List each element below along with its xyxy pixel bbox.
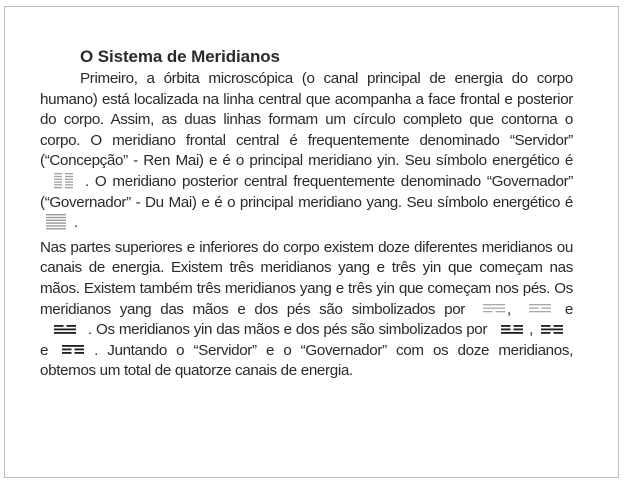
paragraph-text: . (74, 214, 78, 232)
yang-hexagram-icon (46, 214, 66, 230)
yin-trigram-1-icon (501, 325, 523, 334)
separator-comma: , (507, 300, 511, 318)
yin-trigram-3-icon (62, 345, 84, 354)
yang-hand-trigram-1-icon (483, 304, 505, 313)
separator-and: e (40, 341, 49, 359)
separator-comma: , (529, 321, 533, 339)
paragraph-text: Nas partes superiores e inferiores do corpo existem doze diferentes meridianos ou canais de energia. Existem três meridianos yang e três yin que começam nas mãos. Existem também três meridianos yang e três yin que começam nos pés. Os meridianos yang das mãos e dos pés são simbolizados por (40, 238, 573, 318)
paragraph-orbit (40, 69, 573, 234)
yang-foot-trigram-icon (54, 325, 76, 334)
paragraph-twelve-meridians (40, 238, 573, 382)
separator-and: e (564, 300, 573, 318)
paragraph-text: Primeiro, a órbita microscópica (o canal principal de energia do corpo humano) está localizada na linha central que acompanha a face frontal e posterior do corpo. Assim, as duas linhas formam um círculo completo que contorna o corpo. O meridiano frontal central é frequentemente denominado “Servidor” (“Concepção” - Ren Mai) e é o principal meridiano yin. Seu símbolo energético é (40, 70, 573, 170)
yin-hexagram-icon (54, 173, 73, 189)
paragraph-text: . Juntando o “Servidor” e o “Governador” com os doze meridianos, obtemos um total de quatorze canais de energia. (40, 341, 573, 380)
paragraph-text: . O meridiano posterior central frequentemente denominado “Governador” (“Governador” - Du Mai) e é o principal meridiano yang. Seu símbolo energético é (40, 172, 573, 211)
document-body (40, 46, 573, 382)
paragraph-text: . Os meridianos yin das mãos e dos pés são simbolizados por (88, 321, 488, 339)
document-title: O Sistema de Meridianos (80, 47, 280, 66)
yin-trigram-2-icon (541, 325, 563, 334)
yang-hand-trigram-2-icon (529, 304, 551, 313)
